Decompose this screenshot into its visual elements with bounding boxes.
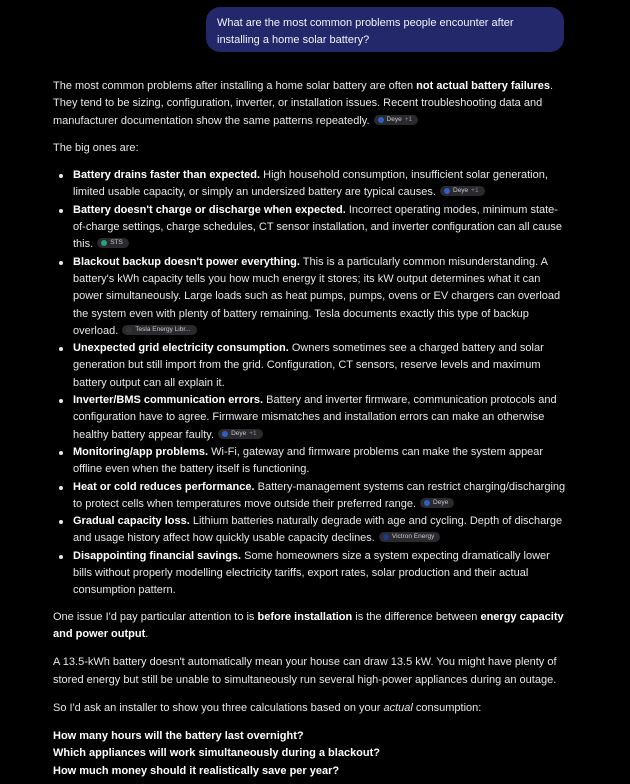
citation-label: Deye [386, 115, 402, 123]
issue-text: Incorrect operating modes, minimum state-of-charge settings, charge schedules, CT sensor installation, and inverter configuration can all cause this. [73, 203, 562, 251]
issue-title: Battery drains faster than expected. [73, 169, 261, 182]
citation-label: Deye [433, 498, 449, 506]
issue-title: Blackout backup doesn't power everything. [73, 255, 300, 268]
question-item: Which appliances will work simultaneously during a blackout? [53, 747, 381, 760]
intro-rest: . They tend to be sizing, configuration, inverter, or installation issues. Recent troubleshooting data and manufacturer documentation show the same patterns repeatedly. [53, 80, 554, 127]
issue-text: Lithium batteries naturally degrade with age and cycling. Depth of discharge and usage history affect how quickly usable capacity declines. [73, 515, 563, 545]
intro-emphasis: not actual battery failures [416, 80, 551, 92]
citation-label: Victron Energy [391, 533, 435, 541]
issue-list-item [73, 254, 568, 340]
issue-title: Disappointing financial savings. [73, 549, 242, 562]
intro-paragraph [53, 78, 568, 130]
issue-list-item [73, 444, 568, 479]
attention-text-e: . [145, 627, 149, 640]
ask-text-c: consumption: [412, 701, 482, 714]
issue-text: Wi-Fi, gateway and firmware problems can make the system appear offline even when the battery itself is functioning. [73, 445, 544, 476]
issue-list-item [73, 340, 568, 392]
citation-extra: +1 [404, 115, 413, 123]
citation-chip[interactable] [379, 532, 441, 542]
issue-text: High household consumption, insufficient solar generation, limited usable capacity, or simply an undersized battery are typical causes. [73, 169, 548, 199]
attention-paragraph [53, 609, 568, 644]
attention-text-c: is the difference between [352, 610, 481, 623]
issue-title: Monitoring/app problems. [73, 445, 209, 458]
citation-chip[interactable] [218, 429, 263, 439]
tesla-logo-icon [126, 327, 132, 333]
user-message-text: What are the most common problems people encounter after installing a home solar battery? [217, 17, 514, 46]
assistant-response [53, 78, 568, 780]
ask-text-a: So I'd ask an installer to show you three calculations based on your [53, 701, 384, 714]
question-item: How many hours will the battery last overnight? [53, 730, 304, 743]
citation-label: Deye [231, 429, 247, 437]
question-item: How much money should it realistically save per year? [53, 764, 340, 777]
citation-label: Deye [452, 187, 469, 195]
deye-logo-icon [378, 117, 384, 123]
citation-chip[interactable] [420, 498, 454, 508]
attention-emphasis-d: energy capacity and power output [53, 610, 564, 640]
user-message-bubble [206, 7, 564, 52]
issue-title: Unexpected grid electricity consumption. [73, 342, 289, 355]
citation-chip[interactable] [440, 186, 485, 196]
issue-title: Battery doesn't charge or discharge when expected. [73, 203, 346, 216]
intro-lead: The most common problems after installing a home solar battery are often [53, 80, 417, 92]
issue-title: Inverter/BMS communication errors. [73, 394, 264, 407]
issue-text: This is a particularly common misunderstanding. A battery's kWh capacity tells you how much energy it stores; its kW output determines what it can power simultaneously. Large loads such as heat pumps, pumps, ovens or EV chargers can overload the system even with plenty of battery remaining. Tesla documents exactly this type of backup overload. [73, 255, 561, 337]
issue-title: Heat or cold reduces performance. [73, 480, 255, 493]
issue-list-item [73, 479, 568, 514]
citation-label: STS [110, 239, 123, 247]
citation-chip[interactable] [122, 325, 196, 335]
question-list [53, 728, 568, 780]
attention-emphasis-b: before installation [257, 610, 353, 623]
issue-list-item [73, 513, 568, 548]
issue-text: Owners sometimes see a charged battery and solar generation but still import from the grid. Configuration, CT sensors, reserve levels and maximum battery output can all explain it. [73, 342, 544, 389]
issue-title: Gradual capacity loss. [73, 515, 190, 528]
citation-extra: +1 [471, 187, 479, 195]
ask-paragraph [53, 700, 568, 717]
sts-logo-icon [101, 240, 107, 246]
deye-logo-icon [444, 188, 450, 194]
issue-list-item [73, 548, 568, 600]
citation-extra: +1 [249, 429, 257, 437]
issue-text: Battery and inverter firmware, communication protocols and configuration have to agree. Firmware mismatches and installation errors can make an otherwise healthy battery appear faulty. [73, 394, 557, 441]
issue-list-item [73, 167, 568, 202]
deye-logo-icon [222, 431, 228, 437]
citation-chip[interactable] [97, 238, 129, 248]
issue-list [53, 167, 568, 599]
citation-label: Tesla Energy Libr... [135, 325, 191, 333]
deye-logo-icon [424, 500, 430, 506]
ask-emphasis: actual [383, 701, 413, 714]
citation-chip[interactable] [374, 115, 419, 125]
example-paragraph: A 13.5-kWh battery doesn't automatically mean your house can draw 13.5 kW. You might have plenty of stored energy but still be unable to simultaneously run several high-power appliances during an outage. [53, 656, 557, 686]
issue-list-item [73, 392, 568, 444]
attention-text-a: One issue I'd pay particular attention to is [53, 610, 258, 623]
issue-text: Some homeowners size a system expecting dramatically lower bills without properly modelling electricity tariffs, export rates, solar production and their actual consumption pattern. [73, 549, 550, 597]
victron-logo-icon [383, 534, 389, 540]
issue-text: Battery-management systems can restrict charging/discharging to protect cells when temperatures move outside their preferred range. [73, 480, 566, 510]
issue-list-item [73, 202, 568, 254]
big-ones-heading: The big ones are: [53, 141, 139, 154]
